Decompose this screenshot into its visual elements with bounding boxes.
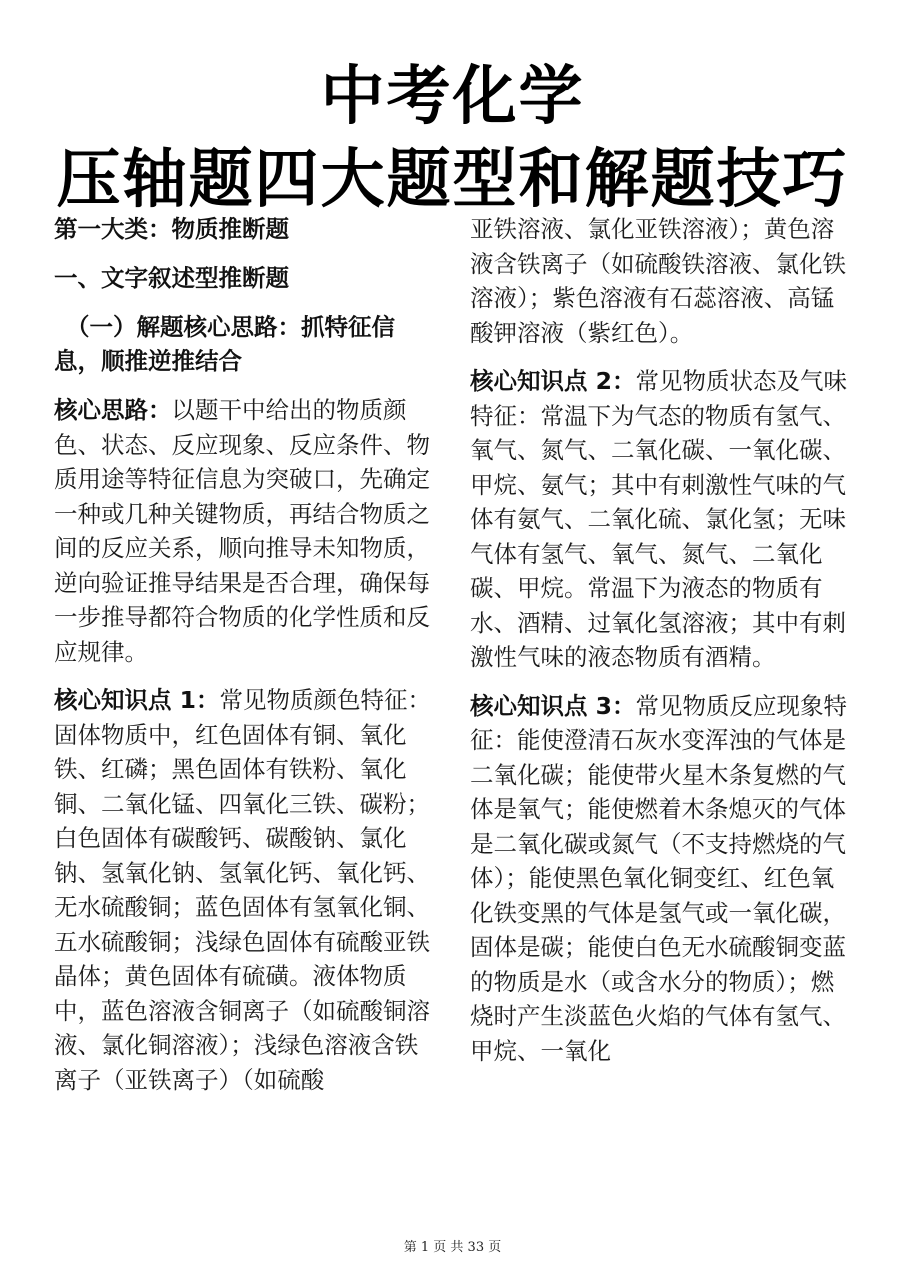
paragraph-text: 常见物质颜色特征：固体物质中，红色固体有铜、氧化铁、红磷；黑色固体有铁粉、氧化铜、二氧化锰、四氧化三铁、碳粉；白色固体有碳酸钙、碳酸钠、氯化钠、氢氧化钠、氢氧化钙、氧化钙、无水硫酸铜；蓝色固体有氢氧化铜、五水硫酸铜；浅绿色固体有硫酸亚铁晶体；黄色固体有硫磺。液体物质中，蓝色溶液含铜离子（如硫酸铜溶液、氯化铜溶液）；浅绿色溶液含铁离子（亚铁离子）（如硫酸 <box>54 686 432 1094</box>
heading-line-2: 息，顺推逆推结合 <box>54 347 242 375</box>
left-column <box>54 212 438 1111</box>
paragraph-core-approach <box>54 393 438 669</box>
sub-subsection-heading-core-approach <box>54 310 438 378</box>
paragraph-label: 核心知识点 3： <box>470 691 636 720</box>
paragraph-continued <box>470 212 854 350</box>
paragraph-label: 核心知识点 2： <box>470 367 636 395</box>
page-number-footer: 第 1 页 共 33 页 <box>403 1240 502 1255</box>
paragraph-text: 以题干中给出的物质颜色、状态、反应现象、反应条件、物质用途等特征信息为突破口，先确定一种或几种关键物质，再结合物质之间的反应关系，顺向推导未知物质，逆向验证推导结果是否合理，确保每一步推导都符合物质的化学性质和反应规律。 <box>54 396 430 666</box>
paragraph-knowledge-point-3 <box>470 689 854 1069</box>
section-heading-category-1: 第一大类：物质推断题 <box>54 215 289 243</box>
paragraph-label: 核心知识点 1： <box>54 686 220 714</box>
subsection-heading-text-narrative: 一、文字叙述型推断题 <box>54 264 289 292</box>
page-title-line2: 压轴题四大题型和解题技巧 <box>56 143 849 217</box>
heading-line-1: （一）解题核心思路：抓特征信 <box>66 313 395 341</box>
paragraph-text: 亚铁溶液、氯化亚铁溶液）；黄色溶液含铁离子（如硫酸铁溶液、氯化铁溶液）；紫色溶液有石蕊溶液、高锰酸钾溶液（紫红色）。 <box>470 215 846 347</box>
right-column <box>470 212 854 1082</box>
paragraph-label: 核心思路： <box>54 396 172 424</box>
paragraph-text: 常见物质状态及气味特征：常温下为气态的物质有氢气、氧气、氮气、二氧化碳、一氧化碳、甲烷、氨气；其中有刺激性气味的气体有氨气、二氧化硫、氯化氢；无味气体有氢气、氧气、氮气、二氧化碳、甲烷。常温下为液态的物质有水、酒精、过氧化氢溶液；其中有刺激性气味的液态物质有酒精。 <box>470 367 848 671</box>
paragraph-knowledge-point-2 <box>470 364 854 675</box>
paragraph-knowledge-point-1 <box>54 683 438 1097</box>
page-title-line1: 中考化学 <box>320 60 585 134</box>
paragraph-text: 常见物质反应现象特征：能使澄清石灰水变浑浊的气体是二氧化碳；能使带火星木条复燃的气体是氧气；能使燃着木条熄灭的气体是二氧化碳或氮气（不支持燃烧的气体）；能使黑色氧化铜变红、红色氧化铁变黑的气体是氢气或一氧化碳，固体是碳；能使白色无水硫酸铜变蓝的物质是水（或含水分的物质）；燃烧时产生淡蓝色火焰的气体有氢气、甲烷、一氧化 <box>470 691 848 1065</box>
